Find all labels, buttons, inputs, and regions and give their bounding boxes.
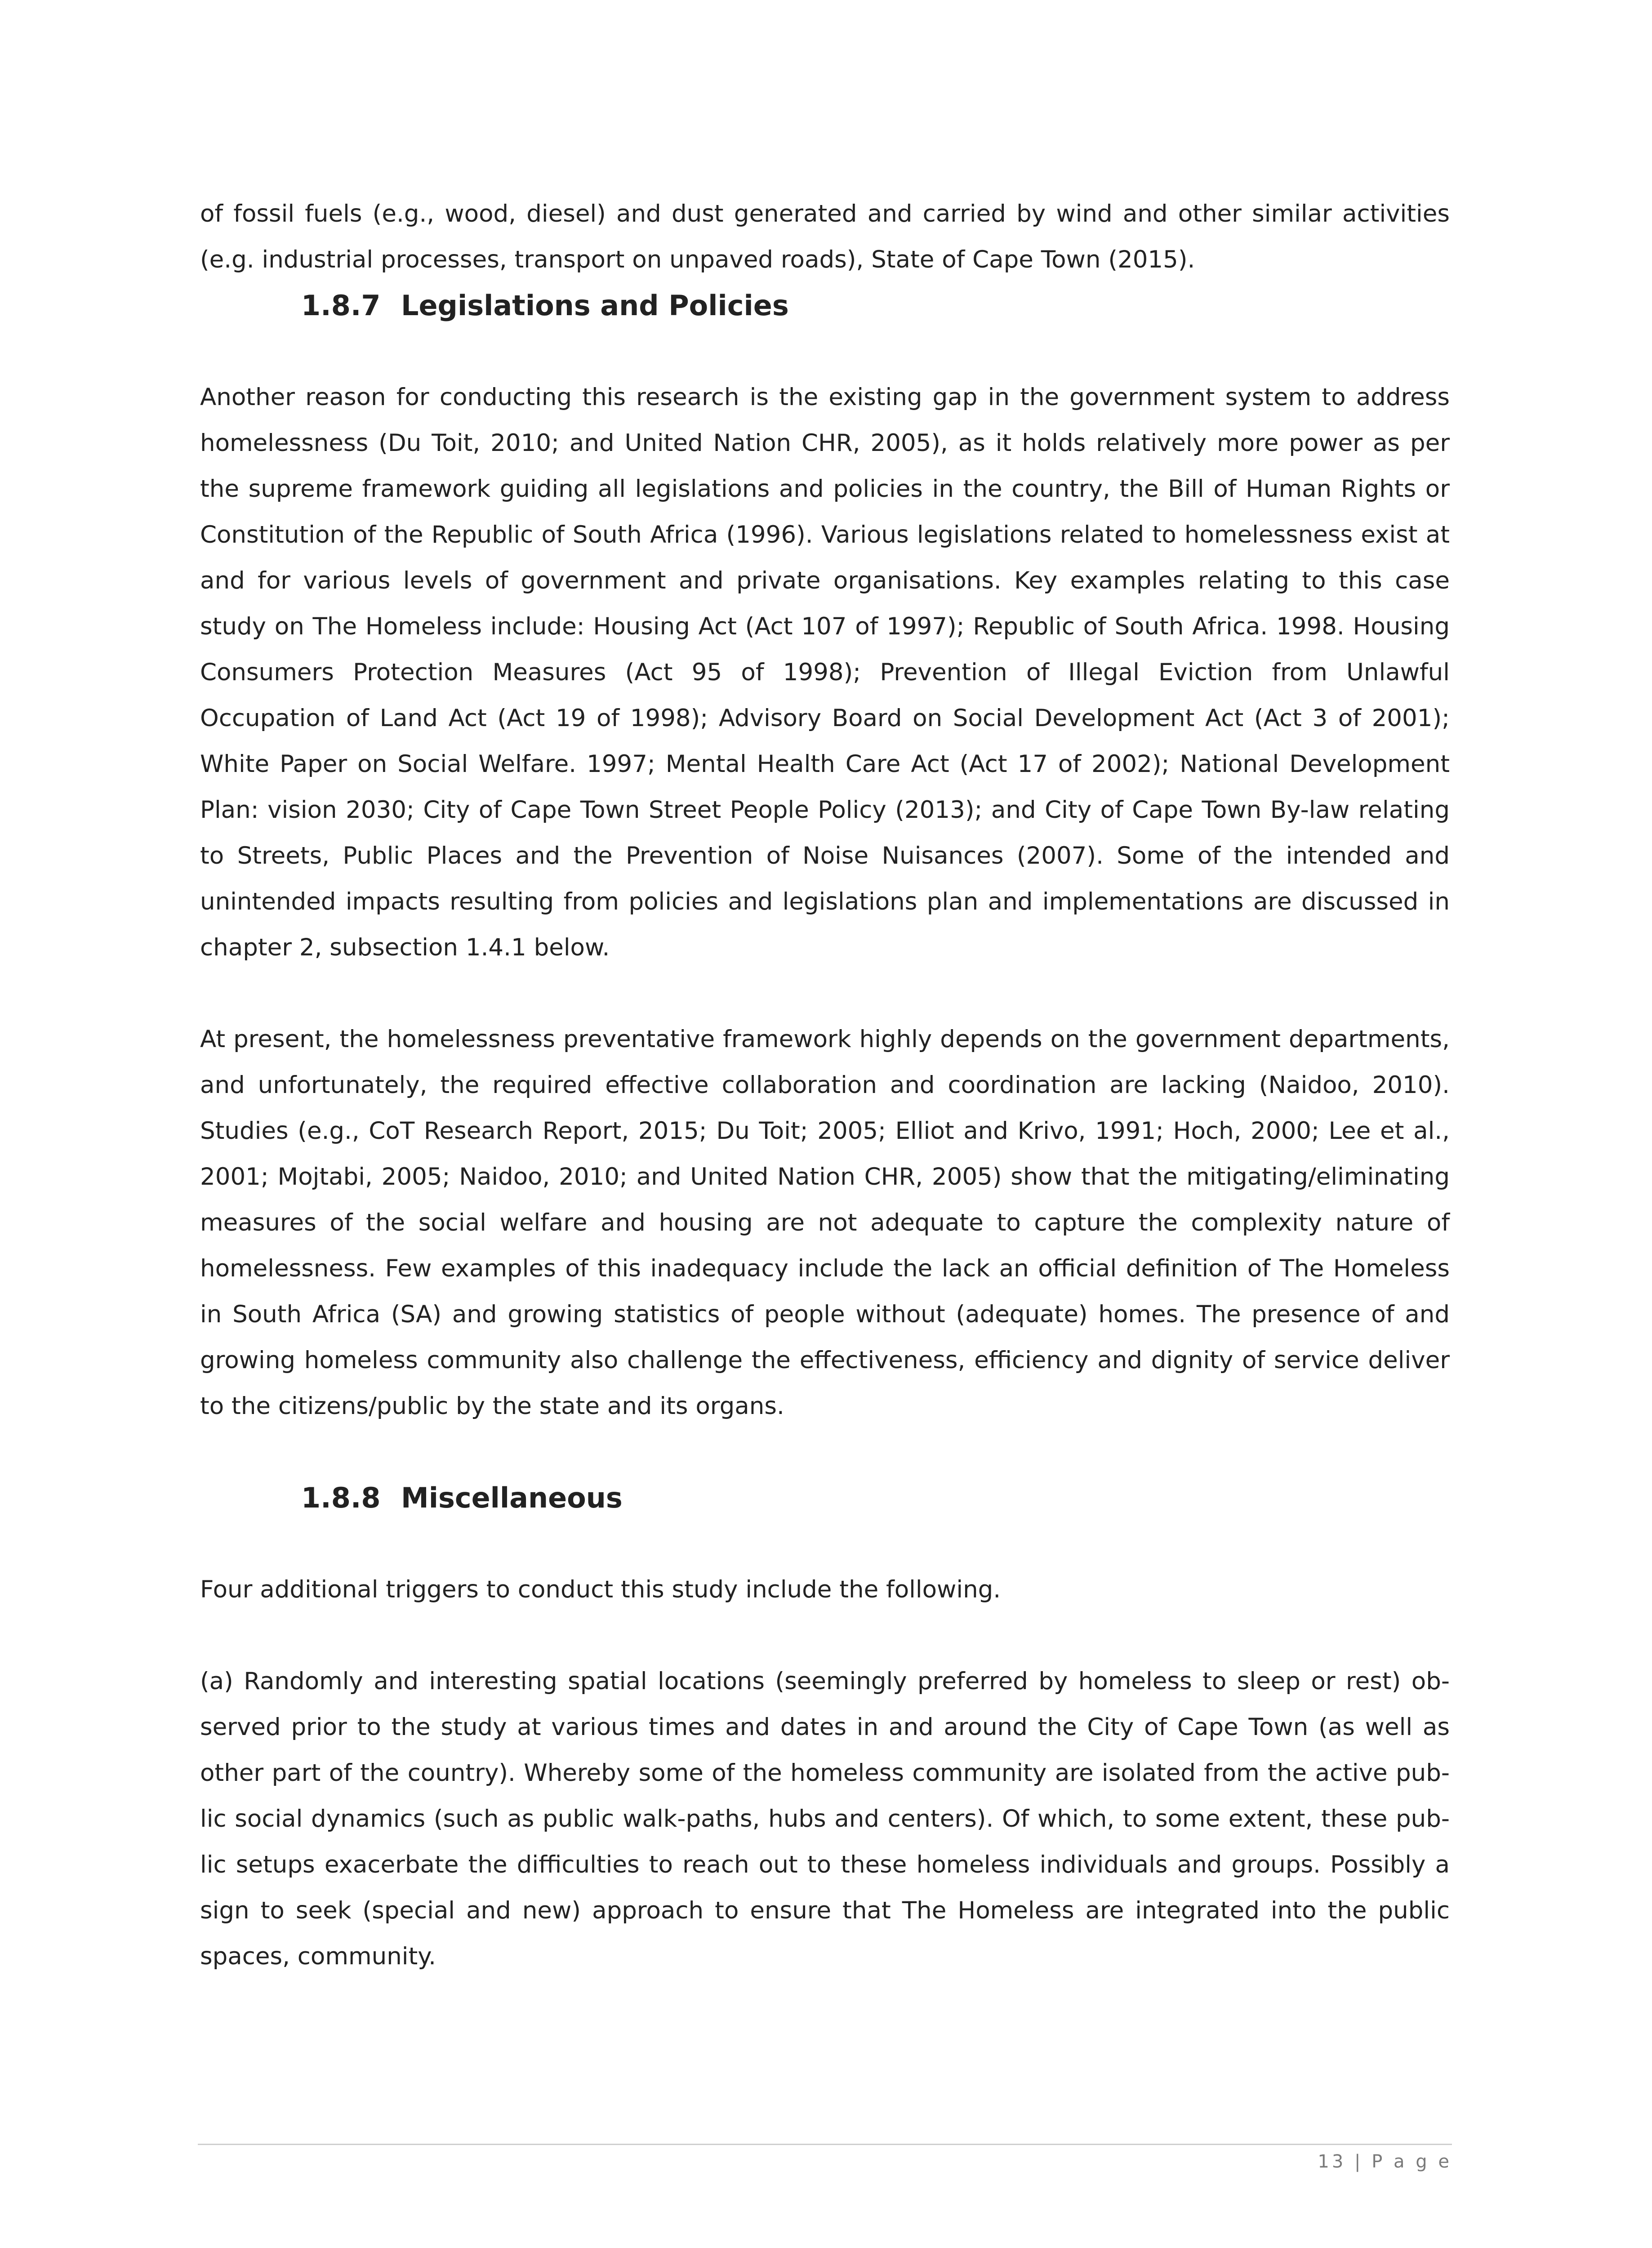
paragraph-intro-continuation: of fossil fuels (e.g., wood, diesel) and dust generated and carried by wind and other similar activities (e.g. industrial processes, transport on unpaved roads), State of Cape Town (2015). xyxy=(200,200,1450,273)
section-heading-miscellaneous xyxy=(200,1475,1450,1521)
paragraph-miscellaneous-1: Four additional triggers to conduct this study include the following. xyxy=(200,1576,1001,1603)
footer-divider xyxy=(198,2144,1452,2145)
paragraph-legislations-1: Another reason for conducting this research is the existing gap in the government system to address homelessness (Du Toit, 2010; and United Nation CHR, 2005), as it holds relatively more power as per the supreme framework guiding all legislations and policies in the country, the Bill of Human Rights or Constitution of the Republic of South Africa (1996). Various legislations related to homelessness exist at and for various levels of government and private organisations. Key examples relating to this case study on The Homeless include: Housing Act (Act 107 of 1997); Republic of South Africa. 1998. Housing Consumers Protection Measures (Act 95 of 1998); Prevention of Illegal Eviction from Unlawful Occupation of Land Act (Act 19 of 1998); Advisory Board on Social Development Act (Act 3 of 2001); White Paper on Social Welfare. 1997; Mental Health Care Act (Act 17 of 2002); National Development Plan: vision 2030; City of Cape Town Street People Policy (2013); and City of Cape Town By-law relating to Streets, Public Places and the Prevention of Noise Nuisances (2007). Some of the intended and unintended impacts resulting from policies and legislations plan and implementations are discussed in chapter 2, subsection 1.4.1 below. xyxy=(200,384,1450,961)
spacer xyxy=(200,1613,1450,1659)
section-title: Miscellaneous xyxy=(401,1481,623,1514)
spacer xyxy=(200,1429,1450,1475)
page-body xyxy=(200,191,1450,1980)
spacer xyxy=(200,1521,1450,1567)
spacer xyxy=(200,329,1450,375)
section-number: 1.8.8 xyxy=(301,1481,381,1514)
spacer xyxy=(200,971,1450,1017)
page-number: 13 | P a g e xyxy=(1318,2151,1452,2172)
section-heading-legislations xyxy=(200,283,1450,329)
paragraph-miscellaneous-2: (a) Randomly and interesting spatial locations (seemingly preferred by homeless to sleep or rest) observed prior to the study at various times and dates in and around the City of Cape Town (as well as other part of the country). Whereby some of the homeless community are isolated from the active public social dynamics (such as public walk-paths, hubs and centers). Of which, to some extent, these public setups exacerbate the difficulties to reach out to these homeless individuals and groups. Possibly a sign to seek (special and new) approach to ensure that The Homeless are integrated into the public spaces, community. xyxy=(200,1668,1450,1970)
section-title: Legislations and Policies xyxy=(401,289,789,322)
paragraph-legislations-2: At present, the homelessness preventative framework highly depends on the government departments, and unfortunately, the required effective collaboration and coordination are lacking (Naidoo, 2010). Studies (e.g., CoT Research Report, 2015; Du Toit; 2005; Elliot and Krivo, 1991; Hoch, 2000; Lee et al., 2001; Mojtabi, 2005; Naidoo, 2010; and United Nation CHR, 2005) show that the mitigating/eliminating measures of the social welfare and housing are not adequate to capture the complexity nature of homelessness. Few examples of this inadequacy include the lack an official definition of The Homeless in South Africa (SA) and growing statistics of people without (adequate) homes. The presence of and growing homeless community also challenge the effectiveness, efficiency and dignity of service deliver to the citizens/public by the state and its organs. xyxy=(200,1026,1450,1420)
section-number: 1.8.7 xyxy=(301,289,381,322)
